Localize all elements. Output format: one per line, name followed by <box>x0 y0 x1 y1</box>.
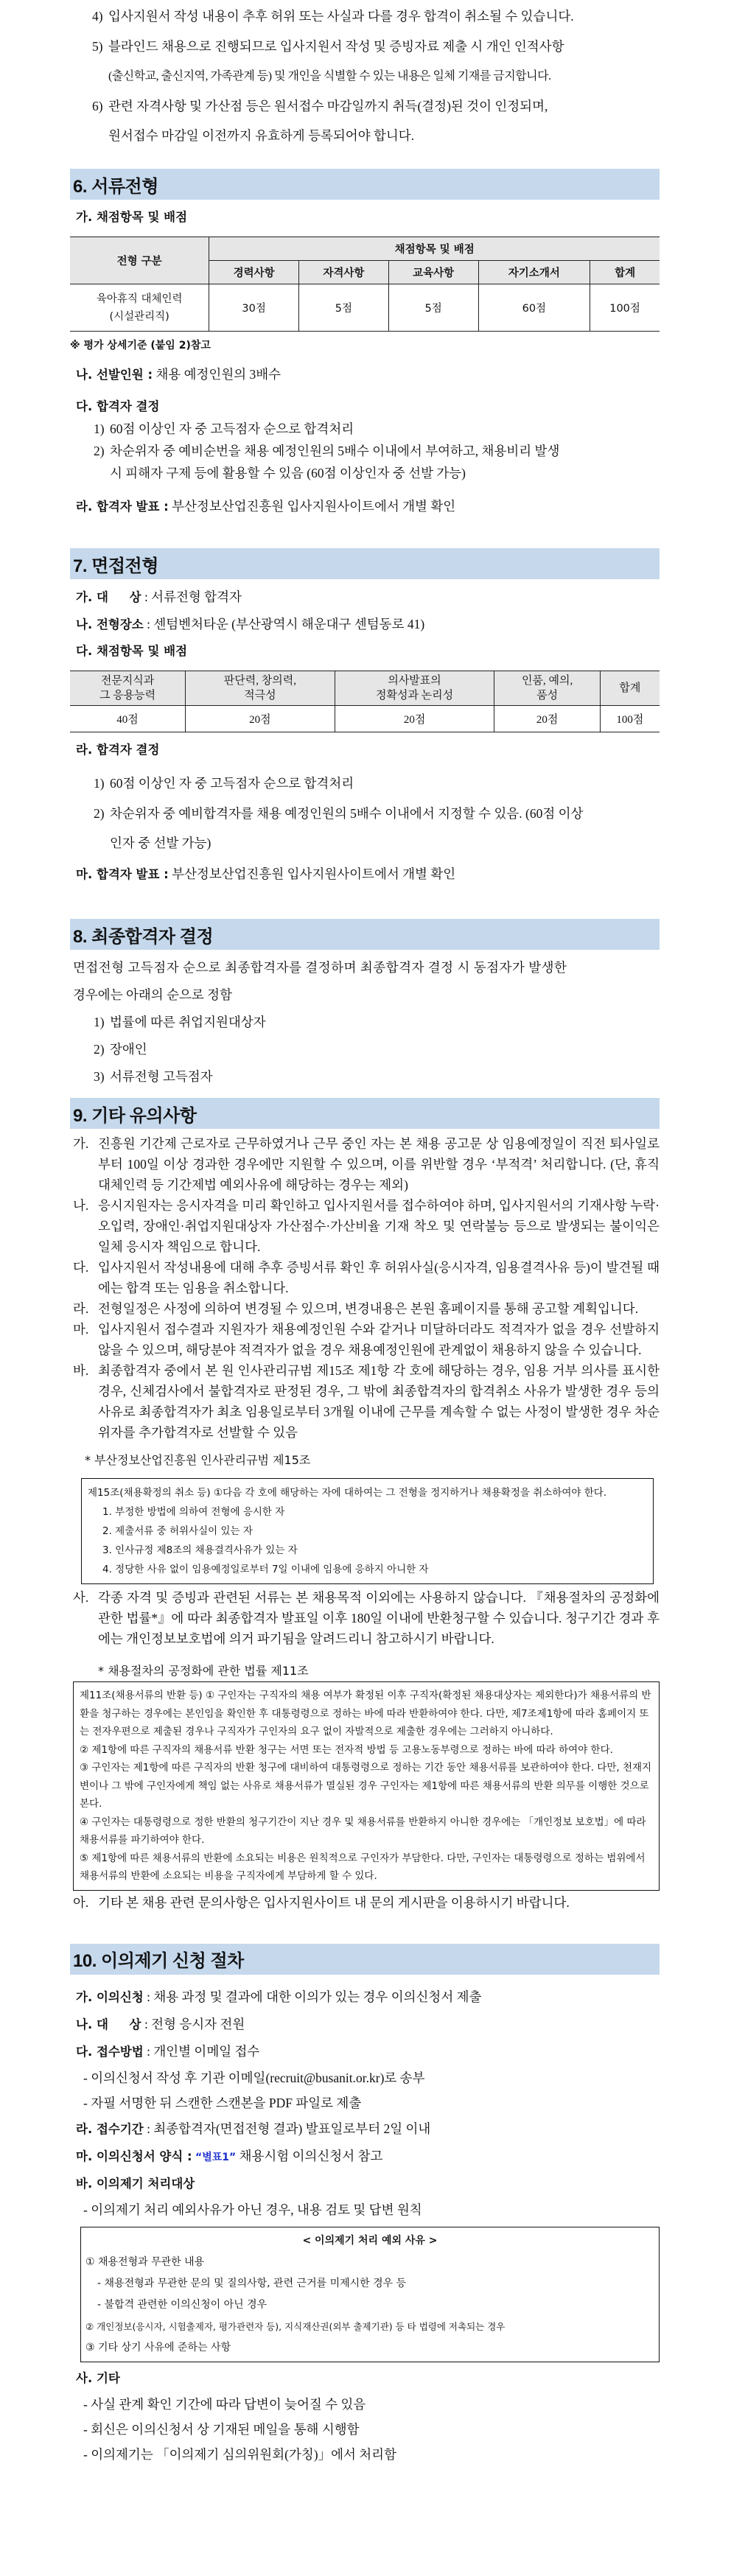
law-paragraph: ③ 구인자는 제1항에 따른 구직자의 반환 청구에 대비하여 대통령령으로 정하는 기간 동안 채용서류를 보관하여야 한다. 다만, 천재지변이나 그 밖에 구인자에게 책임 없는 사유로 채용서류가 멸실된 경우 구인자는 제1항에 따른 채용서류의 반환 의무를 이행한 것으로 본다. <box>80 1762 652 1810</box>
cell: 5점 <box>299 284 389 332</box>
line: 시 피해자 구제 등에 활용할 수 있음 (60점 이상인자 중 선발 가능) <box>110 466 466 480</box>
s6-note: ※ 평가 상세기준 (붙임 2)참고 <box>70 340 211 351</box>
paragraph-line: 면접전형 고득점자 순으로 최종합격자를 결정하며 최종합격자 결정 시 동점자가 발생한 <box>73 960 567 975</box>
exception-box <box>80 2227 660 2362</box>
col-header-span: 채점항목 및 배점 <box>209 237 660 261</box>
s9-note-a <box>70 1891 660 1914</box>
s6-pass-decision-heading: 다. 합격자 결정 <box>76 399 160 413</box>
item-number: 5) <box>92 39 103 54</box>
s9-note-sa <box>70 1587 660 1649</box>
list-item <box>94 799 660 858</box>
exception-detail: - 불합격 관련한 이의신청이 아닌 경우 <box>97 2298 267 2311</box>
law-list-item: 3. 인사규정 제8조의 채용결격사유가 있는 자 <box>102 1544 298 1556</box>
item-mark: 가. <box>73 1136 89 1151</box>
line: 인자 중 선발 가능) <box>110 836 211 850</box>
label: 마. 합격자 발표 : <box>76 867 169 881</box>
section-header-9 <box>70 1098 660 1129</box>
table-row <box>70 706 660 732</box>
header-line: 그 응용능력 <box>99 690 156 701</box>
item-number: 1) <box>94 1015 105 1029</box>
s6-selection-count <box>70 361 660 388</box>
header-line: 적극성 <box>244 690 276 701</box>
item-number: 6) <box>92 99 103 113</box>
item-mark: 다. <box>73 1260 89 1275</box>
exception-reason-1: ① 채용전형과 무관한 내용 <box>85 2255 205 2268</box>
s10-period <box>70 2115 660 2143</box>
document-page <box>70 0 660 2467</box>
intro-list <box>70 3 660 150</box>
value: : 센텀벤처타운 (부산광역시 해운대구 센텀동로 41) <box>147 617 425 631</box>
s8-tiebreak-list <box>70 1009 660 1091</box>
item-mark: 아. <box>73 1894 89 1910</box>
label: 라. 접수기간 <box>76 2121 144 2136</box>
law11-title: * 채용절차의 공정화에 관한 법률 제11조 <box>98 1664 309 1678</box>
line: (출신학교, 출신지역, 가족관계 등) 및 개인을 식별할 수 있는 내용은 일체 기재를 금지합니다. <box>108 70 551 83</box>
s6-scoring-table <box>70 237 660 332</box>
item-number: 2) <box>94 1042 105 1057</box>
value: 채용 예정인원의 3배수 <box>155 367 281 382</box>
value: : 개인별 이메일 접수 <box>147 2043 260 2059</box>
s10-target <box>70 2011 660 2038</box>
col-header <box>494 671 600 706</box>
law-list-item: 1. 부정한 방법에 의하여 전형에 응시한 자 <box>102 1506 285 1518</box>
cell: 20점 <box>335 706 494 732</box>
section-header-7 <box>70 548 660 579</box>
s10-misc-item: - 회신은 이의신청서 상 기재된 메일을 통해 시행함 <box>83 2421 360 2437</box>
col-header: 자기소개서 <box>478 261 590 284</box>
note-item <box>73 1195 660 1257</box>
col-header: 교육사항 <box>388 261 478 284</box>
s7-scoring-table <box>70 671 660 732</box>
item-number: 3) <box>94 1069 105 1084</box>
law15-title: * 부산정보산업진흥원 인사관리규범 제15조 <box>85 1453 311 1467</box>
section-title: 7. 면접전형 <box>73 556 158 576</box>
cell: 100점 <box>600 706 660 732</box>
section-title: 6. 서류전형 <box>73 176 158 197</box>
s6-announcement <box>70 493 660 520</box>
label: 다. 접수방법 <box>76 2044 144 2059</box>
item-text: 각종 자격 및 증빙과 관련된 서류는 본 채용목적 이외에는 사용하지 않습니다. 『채용절차의 공정화에 관한 법률*』에 따라 최종합격자 발표일 이후 180일 이내에 반환청구할 수 있습니다. 청구기간 경과 후에는 개인정보보호법에 의거 파기됨을 알려드리니 참고하시기 바랍니다. <box>98 1590 660 1646</box>
item-text: 입사지원서 접수결과 지원자가 채용예정인원 수와 같거나 미달하더라도 적격자가 없을 경우 선발하지 않을 수 있으며, 해당분야 적격자가 없을 경우 채용예정인원에 관계없이 채용하지 않을 수 있습니다. <box>98 1322 660 1357</box>
item-text: 기타 본 채용 관련 문의사항은 입사지원사이트 내 문의 게시판을 이용하시기 바랍니다. <box>98 1894 570 1910</box>
note-item <box>73 1298 660 1319</box>
label: 가. 이의신청 <box>76 1989 144 2004</box>
line: 차순위자 중 예비순번을 채용 예정인원의 5배수 이내에서 부여하고, 채용비리 발생 <box>110 444 560 458</box>
note-item <box>73 1133 660 1195</box>
label: 나. 대 상 <box>76 2017 141 2031</box>
s10-scope-heading: 바. 이의제기 처리대상 <box>76 2176 195 2191</box>
s7-target <box>70 584 660 611</box>
s8-intro <box>70 954 660 1009</box>
col-header: 합계 <box>590 261 660 284</box>
row-label <box>70 284 209 332</box>
header-line: 합계 <box>619 682 641 694</box>
note-item <box>73 1891 660 1914</box>
intro-item-6 <box>92 93 660 150</box>
cell: 60점 <box>478 284 590 332</box>
item-text <box>108 33 564 90</box>
cell: 20점 <box>494 706 600 732</box>
intro-item-5 <box>92 33 660 90</box>
cell: 20점 <box>186 706 335 732</box>
list-item <box>94 1009 660 1036</box>
label: 마. 이의신청서 양식 : <box>76 2149 192 2163</box>
s10-scope-principle: - 이의제기 처리 예외사유가 아닌 경우, 내용 검토 및 답변 원칙 <box>83 2202 422 2217</box>
exception-reason-3: ③ 기타 상기 사유에 준하는 사항 <box>85 2341 231 2353</box>
item-text <box>110 440 559 484</box>
cell: 30점 <box>209 284 299 332</box>
s10-method-email: - 이의신청서 작성 후 기관 이메일(recruit@busanit.or.kr)로 송부 <box>83 2070 425 2085</box>
item-number: 2) <box>94 806 105 821</box>
col-header: 자격사항 <box>299 261 389 284</box>
value: 부산정보산업진흥원 입사지원사이트에서 개별 확인 <box>172 867 456 881</box>
item-text <box>110 799 583 858</box>
s6-scoring-heading: 가. 채점항목 및 배점 <box>76 210 188 224</box>
exception-detail: - 채용전형과 무관한 문의 및 질의사항, 관련 근거를 미제시한 경우 등 <box>97 2277 407 2289</box>
col-header <box>600 671 660 706</box>
line: 관련 자격사항 및 가산점 등은 원서접수 마감일까지 취득(결정)된 것이 인정되며, <box>108 99 548 113</box>
law-paragraph: ② 제1항에 따른 구직자의 채용서류 반환 청구는 서면 또는 전자적 방법 등 고용노동부령으로 정하는 바에 따라 하여야 한다. <box>80 1743 613 1756</box>
header-line: 의사발표의 <box>388 675 441 687</box>
col-header <box>70 671 186 706</box>
s10-method-pdf: - 자필 서명한 뒤 스캔한 스캔본을 PDF 파일로 제출 <box>83 2095 362 2110</box>
law-list-item: 2. 제출서류 중 허위사실이 있는 자 <box>102 1525 253 1537</box>
item-text: 진흥원 기간제 근로자로 근무하였거나 근무 중인 자는 본 채용 공고문 상 임용예정일이 직전 퇴사일로부터 100일 이상 경과한 경우에만 지원할 수 있으며, 이를 위반할 경우 ‘부적격’ 처리합니다. (단, 휴직 대체인력 등 기간제법 예외사유에 해당하는 경우는 제외) <box>98 1136 660 1192</box>
list-item <box>94 1063 660 1091</box>
item-text: 60점 이상인 자 중 고득점자 순으로 합격처리 <box>110 421 354 436</box>
law11-box <box>73 1681 660 1891</box>
item-number: 2) <box>94 444 105 458</box>
item-text: 응시지원자는 응시자격을 미리 확인하고 입사지원서를 접수하여야 하며, 입사지원서의 기재사항 누락·오입력, 장애인·취업지원대상자 가산점수·가산비율 기재 착오 및 연락불능 등으로 발생되는 불이익은 일체 응시자 책임으로 합니다. <box>98 1198 660 1254</box>
col-header <box>186 671 335 706</box>
s9-notes <box>70 1133 660 1443</box>
section-header-10 <box>70 1944 660 1975</box>
row-label-line: 육아휴직 대체인력 <box>96 293 183 305</box>
s10-misc-item: - 사실 관계 확인 기간에 따라 답변이 늦어질 수 있음 <box>83 2396 366 2412</box>
item-number: 1) <box>94 421 105 436</box>
col-header-type: 전형 구분 <box>70 237 209 284</box>
value: : 최종합격자(면접전형 결과) 발표일로부터 2일 이내 <box>147 2121 431 2136</box>
header-line: 정확성과 논리성 <box>375 690 454 701</box>
value: : 서류전형 합격자 <box>144 589 242 604</box>
item-text: 법률에 따른 취업지원대상자 <box>110 1015 266 1029</box>
note-item <box>73 1257 660 1298</box>
s7-scoring-heading: 다. 채점항목 및 배점 <box>76 644 188 658</box>
item-mark: 사. <box>73 1590 89 1605</box>
section-header-6 <box>70 169 660 200</box>
value: 부산정보산업진흥원 입사지원사이트에서 개별 확인 <box>172 499 456 514</box>
item-text: 입사지원서 작성 내용이 추후 허위 또는 사실과 다를 경우 합격이 취소될 수 있습니다. <box>108 9 574 24</box>
table-row <box>70 284 660 332</box>
paragraph-line: 경우에는 아래의 순으로 정함 <box>73 987 232 1002</box>
list-item <box>94 440 660 484</box>
col-header: 경력사항 <box>209 261 299 284</box>
item-text: 전형일정은 사정에 의하여 변경될 수 있으며, 변경내용은 본원 홈페이지를 통해 공고할 계획입니다. <box>98 1301 639 1316</box>
s10-misc-heading: 사. 기타 <box>76 2370 120 2385</box>
item-text <box>108 93 548 150</box>
header-line: 판단력, 창의력, <box>223 675 296 687</box>
item-number: 4) <box>92 9 103 24</box>
header-line: 품성 <box>536 690 559 701</box>
s10-appeal <box>70 1984 660 2011</box>
header-line: 인품, 예의, <box>522 675 573 687</box>
cell: 100점 <box>590 284 660 332</box>
exception-reason-2: ② 개인정보(응시자, 시험출제자, 평가관련자 등), 지식재산권(외부 출제기관) 등 타 법령에 저촉되는 경우 <box>85 2320 506 2332</box>
note-item <box>73 1587 660 1649</box>
law-paragraph: ④ 구인자는 대통령령으로 정한 반환의 청구기간이 지난 경우 및 채용서류를 반환하지 아니한 경우에는 「개인정보 보호법」에 따라 채용서류를 파기하여야 한다. <box>80 1816 646 1846</box>
s7-pass-decision-list <box>70 768 660 858</box>
value: : 전형 응시자 전원 <box>144 2016 245 2031</box>
section-header-8 <box>70 919 660 950</box>
label: 나. 전형장소 <box>76 617 144 631</box>
s7-pass-decision-heading: 라. 합격자 결정 <box>76 743 160 757</box>
item-mark: 마. <box>73 1322 89 1337</box>
col-header <box>335 671 494 706</box>
s10-form <box>70 2143 660 2171</box>
section-title: 10. 이의제기 신청 절차 <box>73 1951 244 1971</box>
exception-caption: < 이의제기 처리 예외 사유 > <box>302 2234 438 2247</box>
item-number: 1) <box>94 776 105 791</box>
law-paragraph: ⑤ 제1항에 따른 채용서류의 반환에 소요되는 비용은 원칙적으로 구인자가 부담한다. 다만, 구인자는 대통령령으로 정하는 범위에서 채용서류의 반환에 소요되는 비용을 구직자에게 부담하게 할 수 있다. <box>80 1852 646 1882</box>
section-title: 9. 기타 유의사항 <box>73 1105 197 1126</box>
note-item <box>73 1360 660 1443</box>
section-title: 8. 최종합격자 결정 <box>73 926 214 947</box>
value: 채용시험 이의신청서 참고 <box>239 2148 383 2163</box>
label: 나. 선발인원 : <box>76 368 153 382</box>
list-item <box>94 1036 660 1063</box>
label: 가. 대 상 <box>76 590 141 604</box>
note-item <box>73 1319 660 1360</box>
s10-method <box>70 2038 660 2065</box>
line: 차순위자 중 예비합격자를 채용 예정인원의 5배수 이내에서 지정할 수 있음. (60점 이상 <box>110 806 584 821</box>
row-label-line: (시설관리직) <box>109 310 169 323</box>
item-text: 서류전형 고득점자 <box>110 1069 213 1084</box>
law-text: 제15조(채용확정의 취소 등) ①다음 각 호에 해당하는 자에 대하여는 그 전형을 정지하거나 채용확정을 취소하여야 한다. <box>88 1487 607 1499</box>
s6-pass-decision-list <box>70 418 660 484</box>
item-text: 입사지원서 작성내용에 대해 추후 증빙서류 확인 후 허위사실(응시자격, 임용결격사유 등)이 발견될 때에는 합격 또는 임용을 취소합니다. <box>98 1260 660 1295</box>
s7-announcement <box>70 861 660 888</box>
s10-misc-item: - 이의제기는 「이의제기 심의위원회(가칭)」에서 처리함 <box>83 2446 396 2462</box>
list-item <box>94 418 660 440</box>
item-text: 최종합격자 중에서 본 원 인사관리규범 제15조 제1항 각 호에 해당하는 경우, 임용 거부 의사를 표시한 경우, 신체검사에서 불합격자로 판정된 경우, 그 밖에 최종합격자의 합격취소 사유가 발생한 경우 등의 사유로 최종합격자가 최초 임용일로부터 3개월 이내에 근무를 계속할 수 없는 사정이 발생한 경우 차순위자를 추가합격자로 선발할 수 있음 <box>98 1363 660 1440</box>
s7-location <box>70 611 660 638</box>
item-mark: 라. <box>73 1301 89 1316</box>
line: 원서접수 마감일 이전까지 유효하게 등록되어야 합니다. <box>108 128 415 143</box>
law-paragraph: 제11조(채용서류의 반환 등) ① 구인자는 구직자의 채용 여부가 확정된 이후 구직자(확정된 채용대상자는 제외한다)가 채용서류의 반환을 청구하는 경우에는 본인임을 확인한 후 대통령령으로 정하는 바에 따라 반환하여야 한다. 다만, 제7조제1항에 따라 홈페이지 또는 전자우편으로 제출된 경우나 구직자가 구인자의 요구 없이 자발적으로 제출한 경우에는 그러하지 아니하다. <box>80 1690 651 1737</box>
item-text: 장애인 <box>110 1042 147 1057</box>
item-text: 60점 이상인 자 중 고득점자 순으로 합격처리 <box>110 776 354 791</box>
law-list-item: 4. 정당한 사유 없이 임용예정일로부터 7일 이내에 임용에 응하지 아니한 자 <box>102 1564 429 1575</box>
label: 라. 합격자 발표 : <box>76 500 169 514</box>
item-mark: 나. <box>73 1198 89 1213</box>
cell: 40점 <box>70 706 186 732</box>
item-mark: 바. <box>73 1363 89 1378</box>
list-item <box>94 768 660 799</box>
value: : 채용 과정 및 결과에 대한 이의가 있는 경우 이의신청서 제출 <box>147 1989 482 2004</box>
cell: 5점 <box>388 284 478 332</box>
header-line: 전문지식과 <box>100 675 155 687</box>
intro-item-4 <box>92 3 660 30</box>
law15-box <box>81 1478 654 1584</box>
line: 블라인드 채용으로 진행되므로 입사지원서 작성 및 증빙자료 제출 시 개인 인적사항 <box>108 39 564 54</box>
appendix-1-link[interactable]: “별표1” <box>195 2151 237 2163</box>
